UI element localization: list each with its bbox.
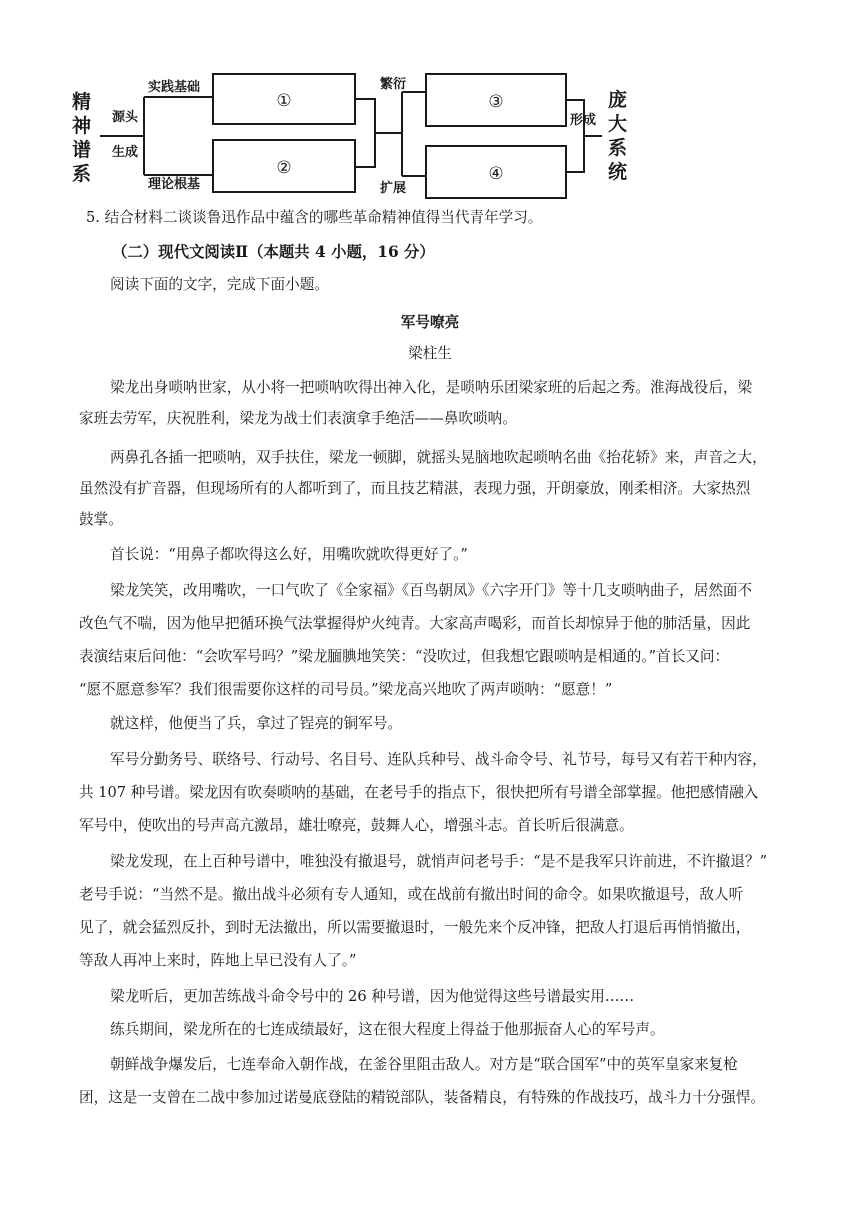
right-vertical-char: 庞 xyxy=(608,89,628,111)
section-heading: （二）现代文阅读Ⅱ（本题共 4 小题，16 分） xyxy=(112,243,435,261)
body-line: 团，这是一支曾在二战中参加过诺曼底登陆的精锐部队，装备精良，有特殊的作战技巧，战斗力十分强悍。 xyxy=(79,1089,765,1106)
generate-label: 生成 xyxy=(112,145,139,160)
middle-bracket xyxy=(355,92,426,176)
right-bracket xyxy=(566,100,602,172)
box-2-label: ② xyxy=(276,158,292,178)
body-line: 两鼻孔各插一把唢呐，双手扶住，梁龙一顿脚，就摇头晃脑地吹起唢呐名曲《抬花轿》来，声音之大， xyxy=(110,449,767,466)
box-4-label: ④ xyxy=(488,164,504,184)
left-vertical-char: 精 xyxy=(72,91,92,113)
box-3-label: ③ xyxy=(488,92,504,112)
instruction: 阅读下面的文字，完成下面小题。 xyxy=(110,276,329,293)
source-label: 源头 xyxy=(112,110,139,125)
body-line: 等敌人再冲上来时，阵地上早已没有人了。” xyxy=(79,952,357,969)
box-1-label: ① xyxy=(276,91,292,111)
right-vertical-char: 大 xyxy=(608,113,628,135)
question-5: 5. 结合材料二谈谈鲁迅作品中蕴含的哪些革命精神值得当代青年学习。 xyxy=(86,209,543,226)
article-author: 梁柱生 xyxy=(408,345,452,362)
body-line: 改色气不喘，因为他早把循环换气法掌握得炉火纯青。大家高声喝彩，而首长却惊异于他的肺活量，因此 xyxy=(79,615,751,632)
body-line: 朝鲜战争爆发后，七连奉命入朝作战，在釜谷里阻击敌人。对方是“联合国军”中的英军皇家来复枪 xyxy=(110,1056,738,1073)
body-line: 家班去劳军，庆祝胜利，梁龙为战士们表演拿手绝活——鼻吹唢呐。 xyxy=(79,410,517,427)
body-line: 首长说：“用鼻子都吹得这么好，用嘴吹就吹得更好了。” xyxy=(110,546,468,563)
body-line: 就这样，他便当了兵，拿过了锃亮的铜军号。 xyxy=(110,715,402,732)
left-vertical-char: 神 xyxy=(72,115,92,137)
spirit-lineage-diagram xyxy=(70,64,640,200)
body-line: 梁龙发现，在上百种号谱中，唯独没有撤退号，就悄声问老号手：“是不是我军只许前进，不许撤退？” xyxy=(110,853,768,870)
article-title: 军号嘹亮 xyxy=(400,314,460,331)
body-line: “愿不愿意参军？我们很需要你这样的司号员。”梁龙高兴地吹了两声唢呐：“愿意！” xyxy=(79,681,613,698)
body-line: 梁龙出身唢呐世家，从小将一把唢呐吹得出神入化，是唢呐乐团梁家班的后起之秀。淮海战役后，梁 xyxy=(110,379,753,396)
body-line: 梁龙笑笑，改用嘴吹，一口气吹了《全家福》《百鸟朝凤》《六字开门》等十几支唢呐曲子，居然面不 xyxy=(110,582,753,599)
body-line: 共 107 种号谱。梁龙因有吹奏唢呐的基础，在老号手的指点下，很快把所有号谱全部掌握。他把感情融入 xyxy=(79,784,759,801)
body-line: 见了，就会猛烈反扑，到时无法撤出，所以需要撤退时，一般先来个反冲锋，把敌人打退后再悄悄撤出， xyxy=(79,919,751,936)
form-label: 形成 xyxy=(570,113,597,128)
body-line: 梁龙听后，更加苦练战斗命令号中的 26 种号谱，因为他觉得这些号谱最实用…… xyxy=(110,988,635,1005)
body-line: 老号手说：“当然不是。撤出战斗必须有专人通知，或在战前有撤出时间的命令。如果吹撤退号，敌人听 xyxy=(79,886,744,903)
left-vertical-char: 谱 xyxy=(72,139,92,161)
practice-label: 实践基础 xyxy=(148,80,201,95)
body-line: 虽然没有扩音器，但现场所有的人都听到了，而且技艺精湛，表现力强，开朗豪放，刚柔相济。大家热烈 xyxy=(79,480,751,497)
expand-label: 扩展 xyxy=(380,181,407,196)
body-line: 军号分勤务号、联络号、行动号、名目号、连队兵种号、战斗命令号、礼节号，每号又有若干种内容， xyxy=(110,751,767,768)
body-line: 练兵期间，梁龙所在的七连成绩最好，这在很大程度上得益于他那振奋人心的军号声。 xyxy=(110,1021,665,1038)
left-vertical-char: 系 xyxy=(72,163,92,185)
right-vertical-char: 系 xyxy=(608,137,628,159)
body-line: 表演结束后问他：“会吹军号吗？”梁龙腼腆地笑笑：“没吹过，但我想它跟唢呐是相通的。”首长又问： xyxy=(79,648,730,665)
multiply-label: 繁衍 xyxy=(380,77,407,92)
body-line: 鼓掌。 xyxy=(79,511,123,528)
body-line: 军号中，使吹出的号声高亢激昂，雄壮嘹亮，鼓舞人心，增强斗志。首长听后很满意。 xyxy=(79,817,634,834)
theory-label: 理论根基 xyxy=(148,177,201,192)
right-vertical-char: 统 xyxy=(608,161,628,183)
left-bracket xyxy=(100,97,213,175)
